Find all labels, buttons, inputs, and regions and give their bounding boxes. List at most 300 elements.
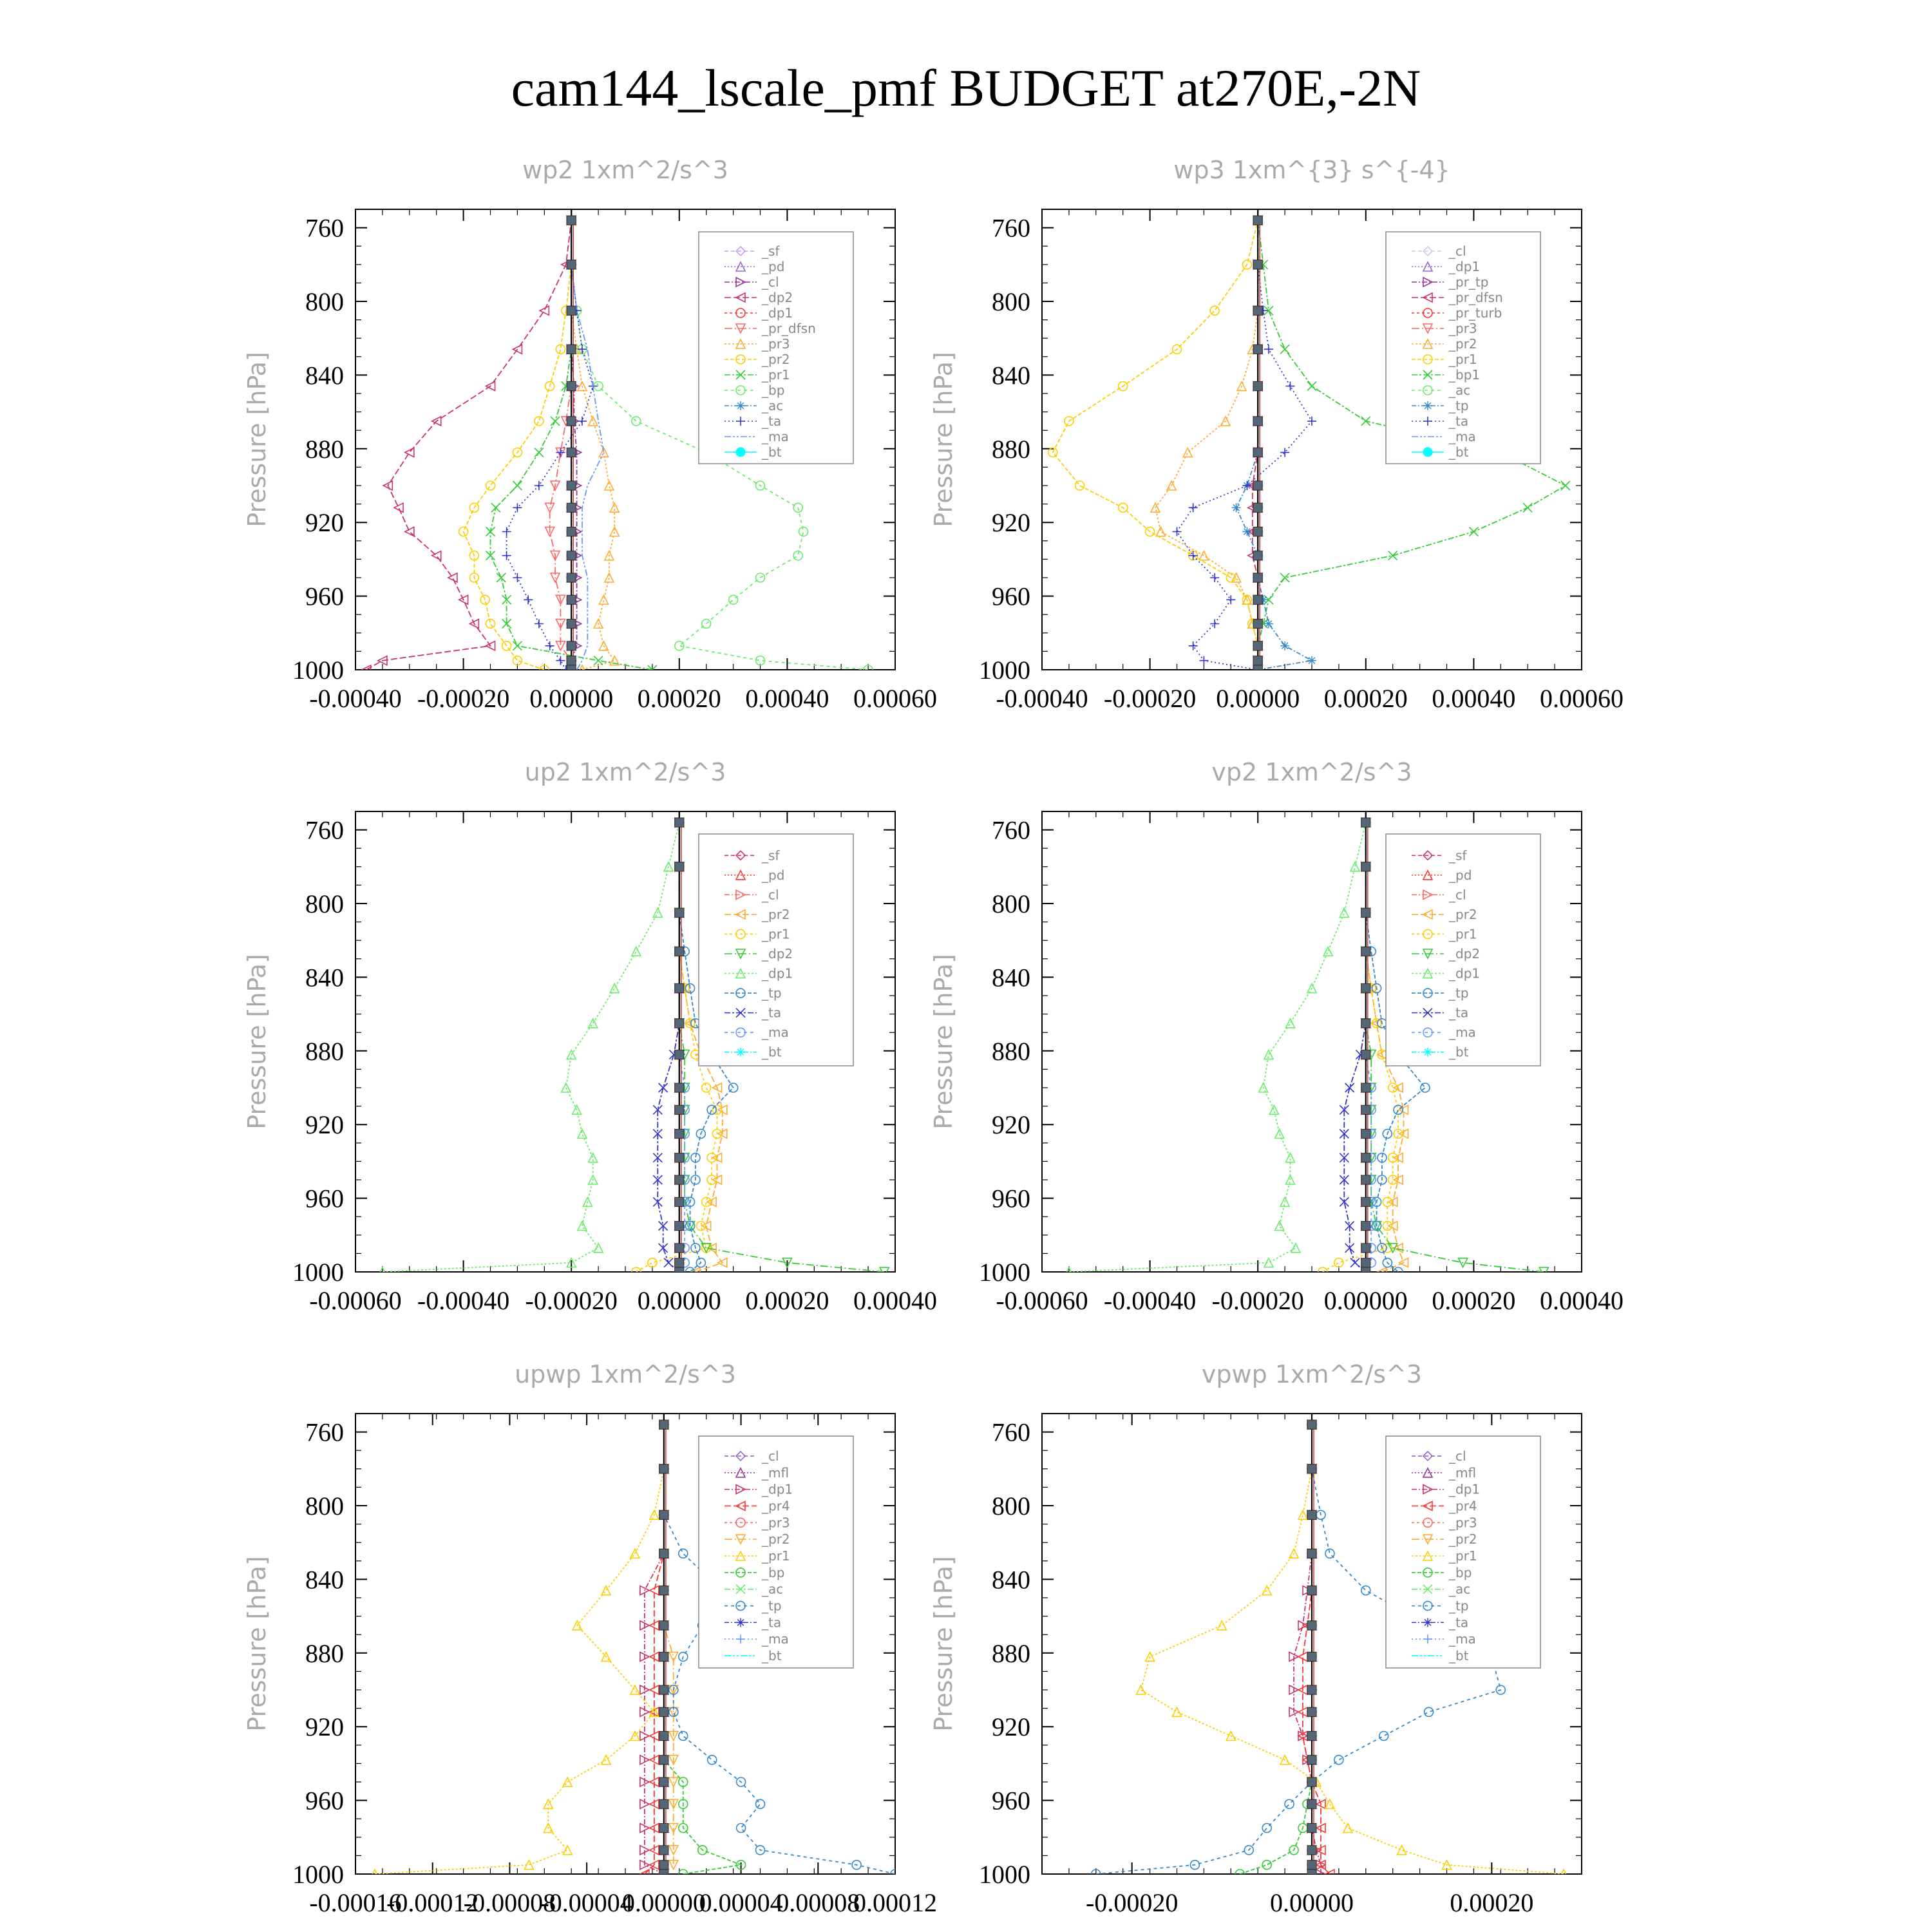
x-tick-label: 0.00020 [1450,1888,1534,1917]
series-line-ta [1177,220,1312,670]
residual-marker [675,1175,684,1184]
residual-marker [567,306,576,315]
data-point [1397,1846,1406,1855]
legend-marker [1423,448,1432,457]
data-point [502,551,511,560]
residual-marker [659,1549,668,1558]
residual-marker [567,656,576,665]
residual-marker [1361,1019,1370,1028]
data-point [799,527,808,536]
legend-label: _pr1 [762,926,790,942]
legend-label: _dp1 [1449,259,1481,274]
residual-marker [1307,1824,1316,1833]
data-point [737,1824,746,1833]
panel-title: wp2 1xm^2/s^3 [522,156,728,184]
figure-title: cam144_lscale_pmf BUDGET at270E,-2N [511,59,1421,117]
y-tick-label: 920 [305,1712,344,1742]
residual-marker [1253,481,1262,490]
y-tick-label: 1000 [292,1258,344,1287]
data-point [1280,573,1289,582]
legend-label: _pr3 [762,336,790,352]
data-point [578,417,587,426]
data-point [1350,1258,1359,1267]
residual-marker [659,1685,668,1694]
y-tick-label: 800 [305,1492,344,1520]
residual-marker [1253,620,1262,629]
legend-label: _pr2 [1449,1531,1477,1548]
residual-marker [675,1197,684,1206]
y-axis-label: Pressure [hPa] [929,1556,958,1732]
legend-label: _pd [762,259,785,274]
legend-label: _bt [762,444,782,460]
data-point [679,1732,688,1741]
x-tick-label: -0.00008 [463,1888,556,1917]
legend-label: _ta [1449,413,1469,429]
legend-label: _ac [1449,1581,1471,1597]
data-point [1183,448,1192,457]
data-point [1425,1707,1434,1716]
legend-label: _pd [762,867,785,883]
x-tick-label: -0.00040 [309,684,402,713]
series-line-pr2 [1155,220,1258,670]
residual-marker [567,573,576,582]
x-tick-label: 0.00000 [1270,1888,1354,1917]
legend-label: _tp [762,1598,782,1614]
legend-label: _cl [762,1448,779,1464]
residual-marker [1361,862,1370,871]
residual-marker [1307,1653,1316,1662]
residual-marker [567,448,576,457]
data-point [1275,1222,1284,1231]
data-point [1137,1685,1146,1694]
data-point [1340,908,1349,917]
legend-label: _cl [762,274,779,290]
panel-title: vp2 1xm^2/s^3 [1211,758,1412,786]
residual-marker [567,665,576,674]
legend-label: _pr1 [762,367,790,383]
residual-marker [1307,1510,1316,1519]
residual-marker [1361,1244,1370,1253]
legend-label: _pr_dfsn [762,321,816,336]
y-tick-label: 880 [305,1036,344,1066]
data-point [648,1258,657,1267]
x-tick-label: -0.00016 [309,1888,402,1917]
residual-marker [1361,1083,1370,1092]
data-point [563,1846,572,1855]
x-tick-label: 0.00004 [699,1888,783,1917]
residual-marker [659,1870,668,1879]
x-tick-label: 0.00040 [745,684,829,713]
residual-marker [675,1258,684,1267]
legend-label: _dp1 [762,965,793,981]
data-point [793,551,802,560]
residual-marker [1307,1549,1316,1558]
residual-marker [1253,551,1262,560]
y-tick-label: 960 [992,1786,1030,1815]
residual-marker [567,641,576,650]
x-tick-label: -0.00012 [386,1888,479,1917]
data-point [1345,1244,1354,1253]
y-tick-label: 800 [992,889,1030,918]
x-tick-label: -0.00040 [1103,1286,1197,1315]
legend-label: _pr2 [1449,906,1477,922]
residual-marker [1361,947,1370,956]
legend-label: _dp1 [1449,965,1481,981]
x-tick-label: -0.00060 [996,1286,1088,1315]
legend-label: _ma [1449,1025,1476,1041]
legend-label: _pr1 [1449,1548,1477,1564]
residual-marker [1253,448,1262,457]
y-tick-label: 880 [992,1036,1030,1066]
data-point [601,1756,611,1765]
data-point [1210,306,1219,315]
y-tick-label: 960 [305,1184,344,1213]
legend-label: _pr2 [762,1531,790,1548]
y-tick-label: 880 [305,1638,344,1668]
data-point [1285,1799,1294,1808]
residual-marker [1361,1153,1370,1162]
data-point [556,656,565,665]
legend-label: _tp [1449,985,1469,1001]
data-point [1325,1549,1334,1558]
data-point [535,417,544,426]
residual-marker [567,481,576,490]
residual-marker [1253,656,1262,665]
data-point [1280,448,1289,457]
legend-label: _dp1 [1449,1481,1481,1497]
residual-marker [1307,1799,1316,1808]
residual-marker [567,595,576,604]
residual-marker [567,503,576,512]
residual-marker [567,551,576,560]
data-point [1379,1732,1388,1741]
residual-marker [675,1050,684,1059]
series-line-ta [507,220,593,670]
legend-label: _mfl [1449,1464,1477,1481]
y-tick-label: 840 [992,963,1030,992]
x-tick-label: 0.00000 [1323,1286,1408,1315]
residual-marker [1253,595,1262,604]
residual-marker [675,984,684,993]
panel-2 [929,156,1624,713]
data-point [589,417,598,426]
residual-marker [1307,1586,1316,1595]
x-tick-label: 0.00040 [1432,684,1516,713]
y-tick-label: 1000 [292,656,344,685]
data-point [610,984,619,993]
series-line-pr3 [571,220,614,670]
data-point [707,1105,716,1114]
residual-marker [1253,260,1262,269]
residual-marker [675,862,684,871]
data-point [1226,595,1235,604]
legend-label: _cl [1449,887,1466,903]
residual-marker [1307,1420,1316,1429]
panel-title: wp3 1xm^{3} s^{-4} [1173,156,1450,184]
legend-label: _cl [762,887,779,903]
residual-marker [1307,1685,1316,1694]
y-tick-label: 840 [305,963,344,992]
x-tick-label: -0.00020 [1211,1286,1304,1315]
series-line-tp [1236,220,1312,670]
residual-marker [1307,1777,1316,1786]
legend-marker [736,1618,745,1627]
data-point [1210,620,1219,629]
y-tick-label: 760 [305,815,344,845]
residual-marker [1307,1861,1316,1870]
y-tick-label: 1000 [979,1258,1030,1287]
data-point [491,503,500,512]
y-tick-label: 960 [992,582,1030,611]
legend-label: _cl [1449,243,1466,259]
data-point [1361,417,1370,426]
data-point [1469,527,1478,536]
x-tick-label: 0.00060 [853,684,937,713]
data-point [1523,503,1532,512]
legend-marker [1423,1048,1432,1057]
data-point [1242,527,1251,536]
residual-marker [675,1105,684,1114]
residual-marker [1253,417,1262,426]
data-point [653,1197,662,1206]
residual-marker [1307,1756,1316,1765]
legend-label: _bt [762,1044,782,1060]
legend-label: _ta [762,413,782,429]
data-point [1280,345,1289,354]
residual-marker [659,1653,668,1662]
x-tick-label: -0.00020 [1103,684,1197,713]
data-point [513,481,522,490]
x-tick-label: 0.00040 [1540,1286,1624,1315]
legend-label: _dp2 [1449,946,1481,961]
x-tick-label: 0.00012 [853,1888,937,1917]
residual-marker [1307,1621,1316,1630]
data-point [1275,1130,1284,1139]
data-point [513,503,522,512]
data-point [1298,1510,1307,1519]
data-point [486,481,495,490]
residual-marker [659,1732,668,1741]
panel-title: upwp 1xm^2/s^3 [515,1360,736,1388]
legend-label: _pd [1449,867,1472,883]
residual-marker [567,527,576,536]
y-tick-label: 960 [305,582,344,611]
data-point [729,595,738,604]
data-point [486,620,495,629]
data-point [551,417,560,426]
residual-marker [659,1420,668,1429]
panel-1 [243,156,937,713]
legend-marker [736,401,745,410]
legend-label: _pr1 [1449,352,1477,367]
data-point [448,573,457,582]
residual-marker [659,1586,668,1595]
data-point [702,1083,711,1092]
legend-label: _ma [1449,429,1476,444]
legend-label: _pr1 [762,1548,790,1564]
legend-label: _bt [1449,444,1469,460]
residual-marker [1361,1050,1370,1059]
residual-marker [675,1222,684,1231]
legend-label: _bp1 [1449,367,1481,383]
residual-marker [659,1707,668,1716]
y-tick-label: 840 [992,361,1030,390]
data-point [1307,656,1316,665]
legend-label: _sf [762,243,780,259]
data-point [578,1130,587,1139]
data-point [486,527,495,536]
data-point [1264,1258,1273,1267]
y-tick-label: 920 [992,1712,1030,1742]
data-point [497,573,506,582]
x-tick-label: 0.00008 [776,1888,860,1917]
residual-marker [1253,382,1262,391]
residual-marker [675,1153,684,1162]
residual-marker [1253,573,1262,582]
residual-marker [1253,665,1262,674]
legend-label: _pr_turb [1449,305,1502,321]
data-point [1269,1105,1278,1114]
legend-label: _dp2 [762,946,793,961]
data-point [1210,573,1219,582]
y-tick-label: 880 [305,434,344,464]
data-point [545,641,554,650]
legend-label: _ta [762,1615,782,1631]
legend-label: _sf [762,848,780,864]
data-point [1334,1756,1343,1765]
residual-marker [675,1083,684,1092]
residual-marker [1253,306,1262,315]
residual-marker [567,620,576,629]
residual-marker [675,908,684,917]
legend-label: _pr3 [1449,321,1477,336]
residual-marker [1307,1870,1316,1879]
series-line-bp [1240,1425,1312,1874]
legend-label: _ma [762,429,789,444]
x-tick-label: 0.00020 [1323,684,1408,713]
y-axis-label: Pressure [hPa] [243,352,271,527]
data-point [1264,345,1273,354]
legend-label: _pr1 [1449,926,1477,942]
residual-marker [1307,1707,1316,1716]
legend-marker [1423,401,1432,410]
data-point [664,1258,673,1267]
x-tick-label: 0.00020 [1432,1286,1516,1315]
data-point [1262,1824,1271,1833]
legend-label: _ta [1449,1615,1469,1631]
legend-label: _pr2 [762,352,790,367]
legend-label: _pr_dfsn [1449,290,1503,305]
x-tick-label: 0.00060 [1540,684,1624,713]
residual-marker [659,1777,668,1786]
data-point [1323,947,1332,956]
data-point [630,1685,639,1694]
residual-marker [1361,1267,1370,1276]
data-point [594,1244,603,1253]
data-point [1173,527,1182,536]
legend-label: _bp [762,1564,785,1580]
panel-6 [929,1360,1582,1917]
y-tick-label: 880 [992,434,1030,464]
legend-label: _pr4 [1449,1498,1477,1514]
legend-label: _ac [762,1581,784,1597]
x-tick-label: -0.00020 [417,684,510,713]
data-point [513,641,522,650]
residual-marker [675,1267,684,1276]
legend-label: _pr3 [1449,1515,1477,1531]
legend-label: _ta [762,1005,782,1021]
data-point [1280,641,1289,650]
y-tick-label: 800 [305,287,344,316]
panel-3 [243,758,937,1315]
y-tick-label: 760 [305,1417,344,1447]
legend-label: _pr3 [762,1515,790,1531]
y-tick-label: 960 [992,1184,1030,1213]
legend-label: _pr_tp [1449,274,1489,290]
data-point [1421,1083,1430,1092]
panel-title: up2 1xm^2/s^3 [524,758,726,786]
data-point [659,1083,668,1092]
y-axis-label: Pressure [hPa] [243,954,271,1130]
x-tick-label: 0.00000 [637,1286,721,1315]
residual-marker [659,1824,668,1833]
legend-label: _pr2 [1449,336,1477,352]
residual-marker [675,947,684,956]
data-point [756,1799,765,1808]
panel-title: vpwp 1xm^2/s^3 [1201,1360,1423,1388]
x-tick-label: -0.00040 [996,684,1088,713]
residual-marker [659,1799,668,1808]
data-point [1199,656,1208,665]
residual-marker [1307,1732,1316,1741]
legend-label: _tp [1449,1598,1469,1614]
y-tick-label: 840 [305,361,344,390]
y-tick-label: 920 [992,1110,1030,1140]
legend-marker [1423,1618,1432,1627]
data-point [599,595,608,604]
y-tick-label: 760 [992,1417,1030,1447]
y-tick-label: 760 [992,815,1030,845]
panel-4 [929,758,1624,1315]
y-tick-label: 960 [305,1786,344,1815]
residual-marker [659,1756,668,1765]
residual-marker [1361,1175,1370,1184]
residual-marker [659,1464,668,1473]
legend-label: _bp [1449,1564,1472,1580]
legend-label: _tp [1449,398,1469,413]
y-tick-label: 760 [992,213,1030,243]
residual-marker [1253,345,1262,354]
residual-marker [567,260,576,269]
y-tick-label: 1000 [292,1860,344,1889]
data-point [578,1222,587,1231]
data-point [1561,481,1570,490]
x-tick-label: -0.00040 [417,1286,510,1315]
residual-marker [659,1861,668,1870]
legend-label: _bt [1449,1648,1469,1664]
legend-label: _dp1 [762,1481,793,1497]
data-point [556,448,565,457]
data-point [1307,382,1316,391]
legend-label: _ac [762,398,784,413]
residual-marker [675,1130,684,1139]
data-point [1285,1153,1294,1162]
residual-marker [567,417,576,426]
data-point [502,527,511,536]
data-point [1189,503,1198,512]
data-point [1199,551,1208,560]
data-point [1361,1586,1370,1595]
